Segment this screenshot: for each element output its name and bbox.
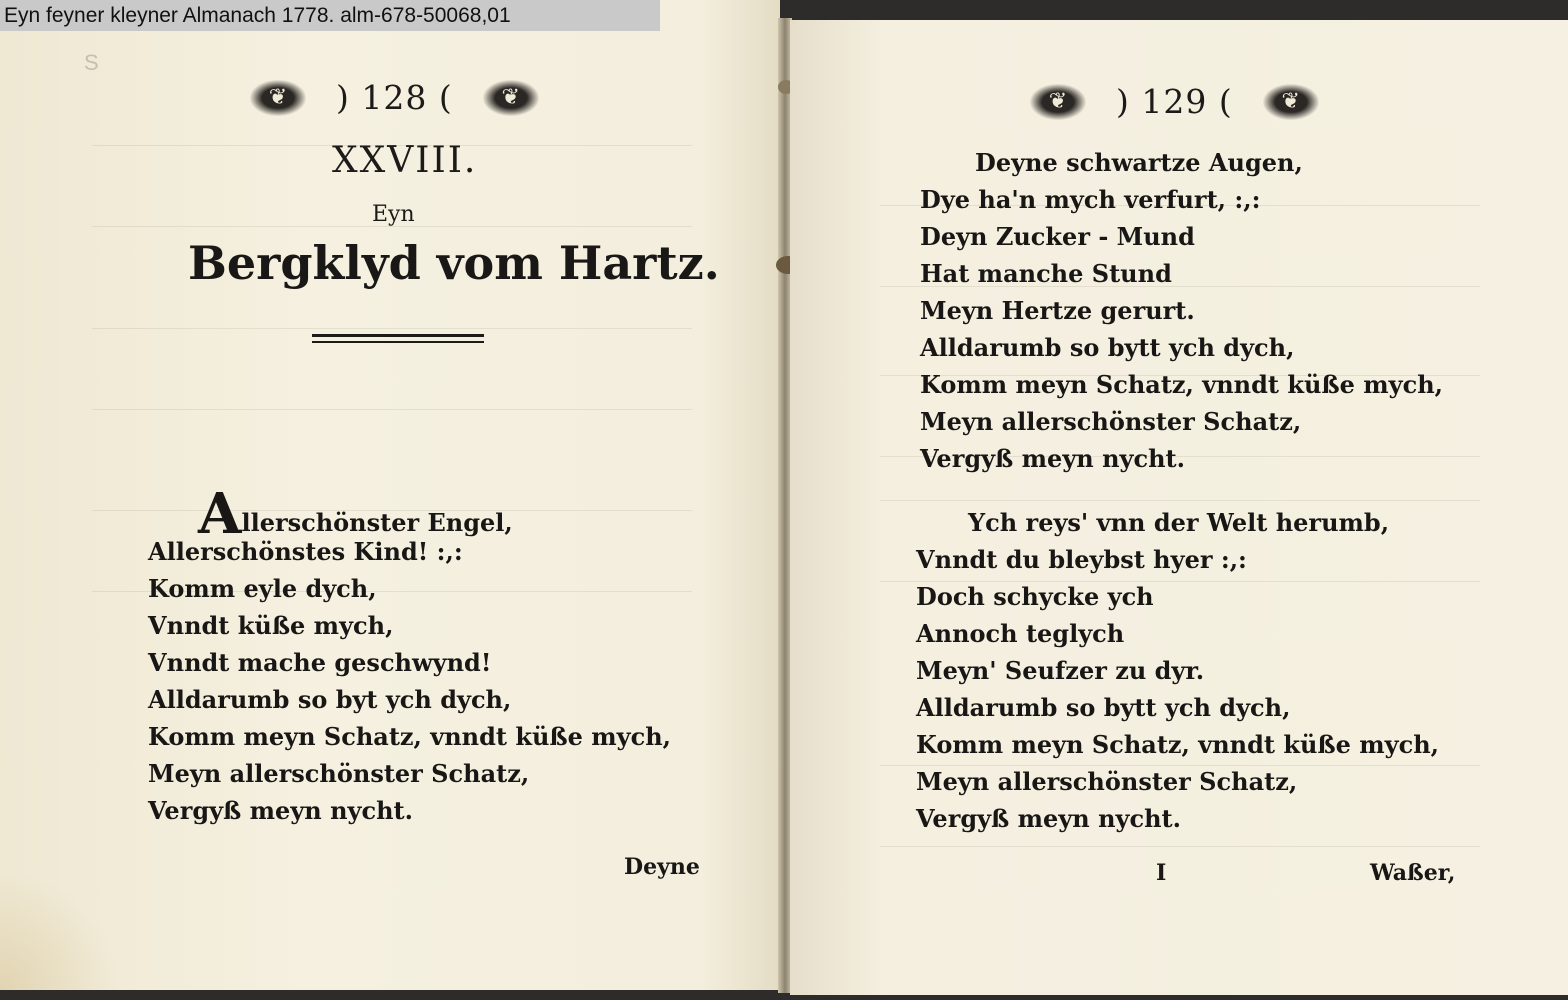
- verse-line: Deyn Zucker - Mund: [920, 222, 1195, 251]
- verse-line: Komm eyle dych,: [148, 574, 377, 603]
- catchword: Waßer,: [1370, 860, 1456, 886]
- library-mark: S: [84, 50, 99, 75]
- verse-line: Hat manche Stund: [920, 259, 1172, 288]
- right-running-header: [1030, 82, 1319, 121]
- verse-line: Alldarumb so byt ych dych,: [148, 685, 512, 714]
- verse-line: Dye ha'n mych verfurt, :,:: [920, 185, 1261, 214]
- verse-line: Annoch teglych: [916, 619, 1125, 648]
- page-number: ) 128 (: [336, 78, 453, 117]
- song-number: XXVIII.: [332, 140, 478, 181]
- title-article: Eyn: [372, 202, 415, 227]
- right-page: [790, 20, 1568, 995]
- verse-line: Doch schycke ych: [916, 582, 1154, 611]
- signature-mark: I: [1156, 860, 1167, 886]
- verse-line: Meyn allerschönster Schatz,: [916, 767, 1298, 796]
- page-number: ) 129 (: [1116, 82, 1233, 121]
- title-rule: [312, 334, 484, 343]
- verse-line: Meyn' Seufzer zu dyr.: [916, 656, 1205, 685]
- verse-line: Alldarumb so bytt ych dych,: [920, 333, 1295, 362]
- verse-line: Allerschönstes Kind! :,:: [148, 537, 463, 566]
- verse-line: Meyn allerschönster Schatz,: [148, 759, 530, 788]
- right-verse-stanza-1: [920, 144, 1443, 477]
- fleuron-icon: ❦: [250, 80, 306, 116]
- verse-line: Alldarumb so bytt ych dych,: [916, 693, 1291, 722]
- viewer-title: Eyn feyner kleyner Almanach 1778. alm-678-50068,01: [0, 0, 660, 31]
- fleuron-icon: ❦: [483, 80, 539, 116]
- verse-line: Vergyß meyn nycht.: [916, 804, 1181, 833]
- catchword: Deyne: [624, 854, 700, 880]
- left-verse: [148, 481, 672, 829]
- paper-stain: [0, 870, 120, 990]
- fleuron-icon: ❦: [1030, 84, 1086, 120]
- verse-line: Vnndt du bleybst hyer :,:: [916, 545, 1247, 574]
- verse-line: [148, 481, 671, 547]
- drop-cap: A: [198, 481, 242, 547]
- verse-line: Vnndt küße mych,: [148, 611, 394, 640]
- verse-line: Komm meyn Schatz, vnndt küße mych,: [916, 730, 1440, 759]
- verse-line: Vergyß meyn nycht.: [920, 444, 1185, 473]
- verse-line: Meyn allerschönster Schatz,: [920, 407, 1302, 436]
- fleuron-icon: ❦: [1263, 84, 1319, 120]
- right-verse-stanza-2: [916, 504, 1439, 837]
- verse-line: Ych reys' vnn der Welt herumb,: [968, 508, 1390, 537]
- verse-line: Deyne schwartze Augen,: [975, 148, 1303, 177]
- verse-line: Vnndt mache geschwynd!: [148, 648, 492, 677]
- left-page: [0, 0, 780, 990]
- verse-line: Komm meyn Schatz, vnndt küße mych,: [148, 722, 672, 751]
- verse-line: Meyn Hertze gerurt.: [920, 296, 1195, 325]
- verse-line: Vergyß meyn nycht.: [148, 796, 413, 825]
- verse-line: Komm meyn Schatz, vnndt küße mych,: [920, 370, 1444, 399]
- left-running-header: [250, 78, 539, 117]
- song-title: Bergklyd vom Hartz.: [188, 236, 720, 290]
- first-line-text: llerschönster Engel,: [241, 508, 513, 537]
